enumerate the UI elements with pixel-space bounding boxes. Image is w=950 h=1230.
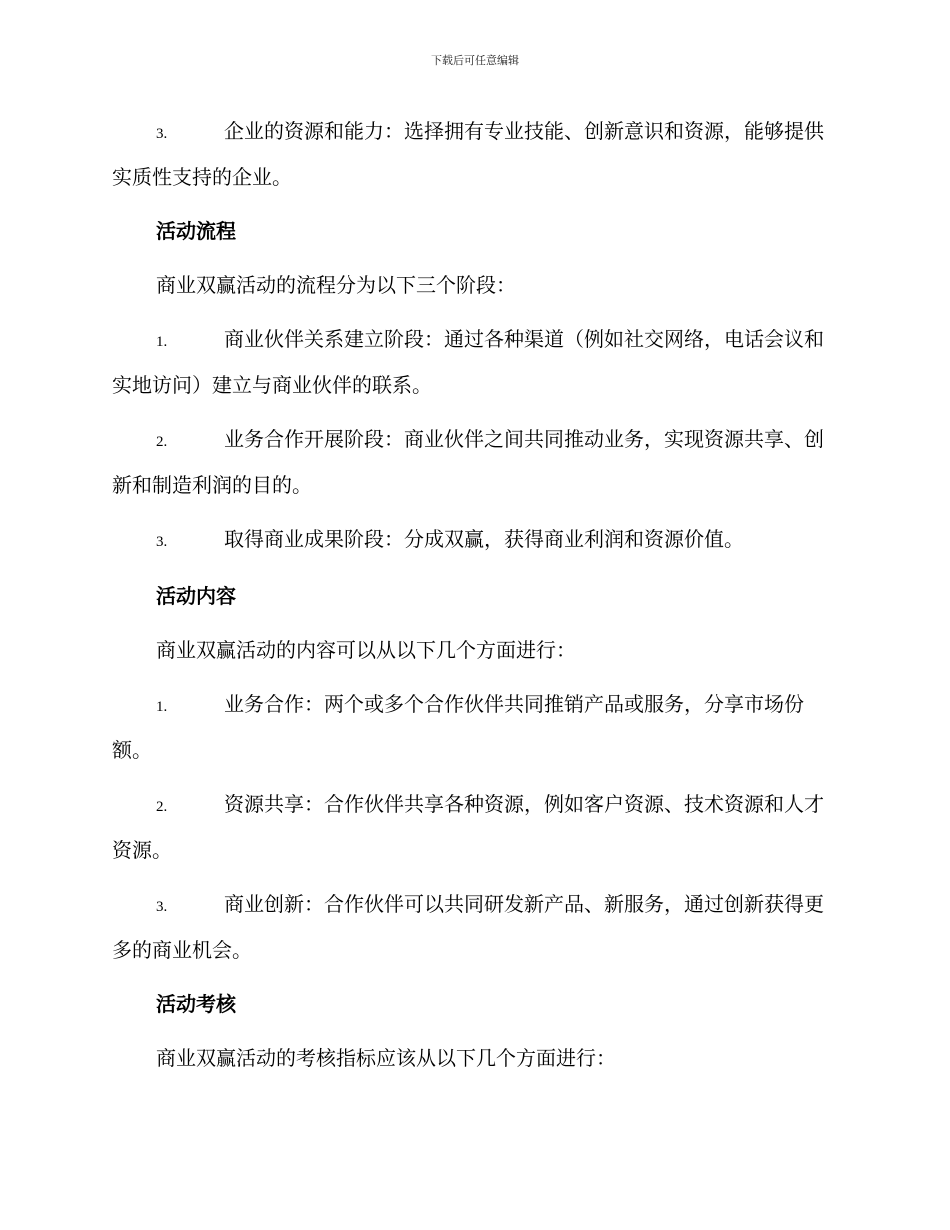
list-item-text: 业务合作开展阶段：商业伙伴之间共同推动业务，实现资源共享、创新和制造利润的目的。 — [112, 427, 824, 497]
section-heading: 活动流程 — [156, 219, 236, 243]
list-item-number: 2. — [156, 434, 168, 450]
list-item-number: 1. — [156, 699, 168, 715]
list-item-text: 业务合作：两个或多个合作伙伴共同推销产品或服务，分享市场份额。 — [112, 692, 804, 762]
list-item-text: 资源共享：合作伙伴共享各种资源，例如客户资源、技术资源和人才资源。 — [112, 792, 824, 862]
list-item-text: 商业创新：合作伙伴可以共同研发新产品、新服务，通过创新获得更多的商业机会。 — [112, 892, 824, 962]
list-item-number: 1. — [156, 334, 168, 350]
paragraph: 商业双赢活动的内容可以从以下几个方面进行： — [156, 638, 576, 662]
list-item-number: 3. — [156, 126, 168, 142]
list-item — [112, 883, 834, 972]
document-body — [112, 110, 834, 1091]
list-item — [112, 783, 834, 872]
section-heading: 活动考核 — [156, 992, 236, 1016]
list-item-number: 2. — [156, 799, 168, 815]
list-item-number: 3. — [156, 899, 168, 915]
paragraph: 商业双赢活动的考核指标应该从以下几个方面进行： — [156, 1046, 616, 1070]
list-item-text: 取得商业成果阶段：分成双赢，获得商业利润和资源价值。 — [224, 527, 744, 551]
page-header-note: 下载后可任意编辑 — [431, 54, 519, 67]
section-heading: 活动内容 — [156, 584, 236, 608]
list-item — [112, 318, 834, 407]
list-item — [112, 683, 834, 772]
list-item — [112, 518, 834, 564]
list-item — [112, 110, 834, 199]
list-item-text: 企业的资源和能力：选择拥有专业技能、创新意识和资源，能够提供实质性支持的企业。 — [112, 119, 824, 189]
list-item-text: 商业伙伴关系建立阶段：通过各种渠道（例如社交网络，电话会议和实地访问）建立与商业伙伴的联系。 — [112, 327, 824, 397]
list-item-number: 3. — [156, 534, 168, 550]
paragraph: 商业双赢活动的流程分为以下三个阶段： — [156, 273, 516, 297]
list-item — [112, 418, 834, 507]
